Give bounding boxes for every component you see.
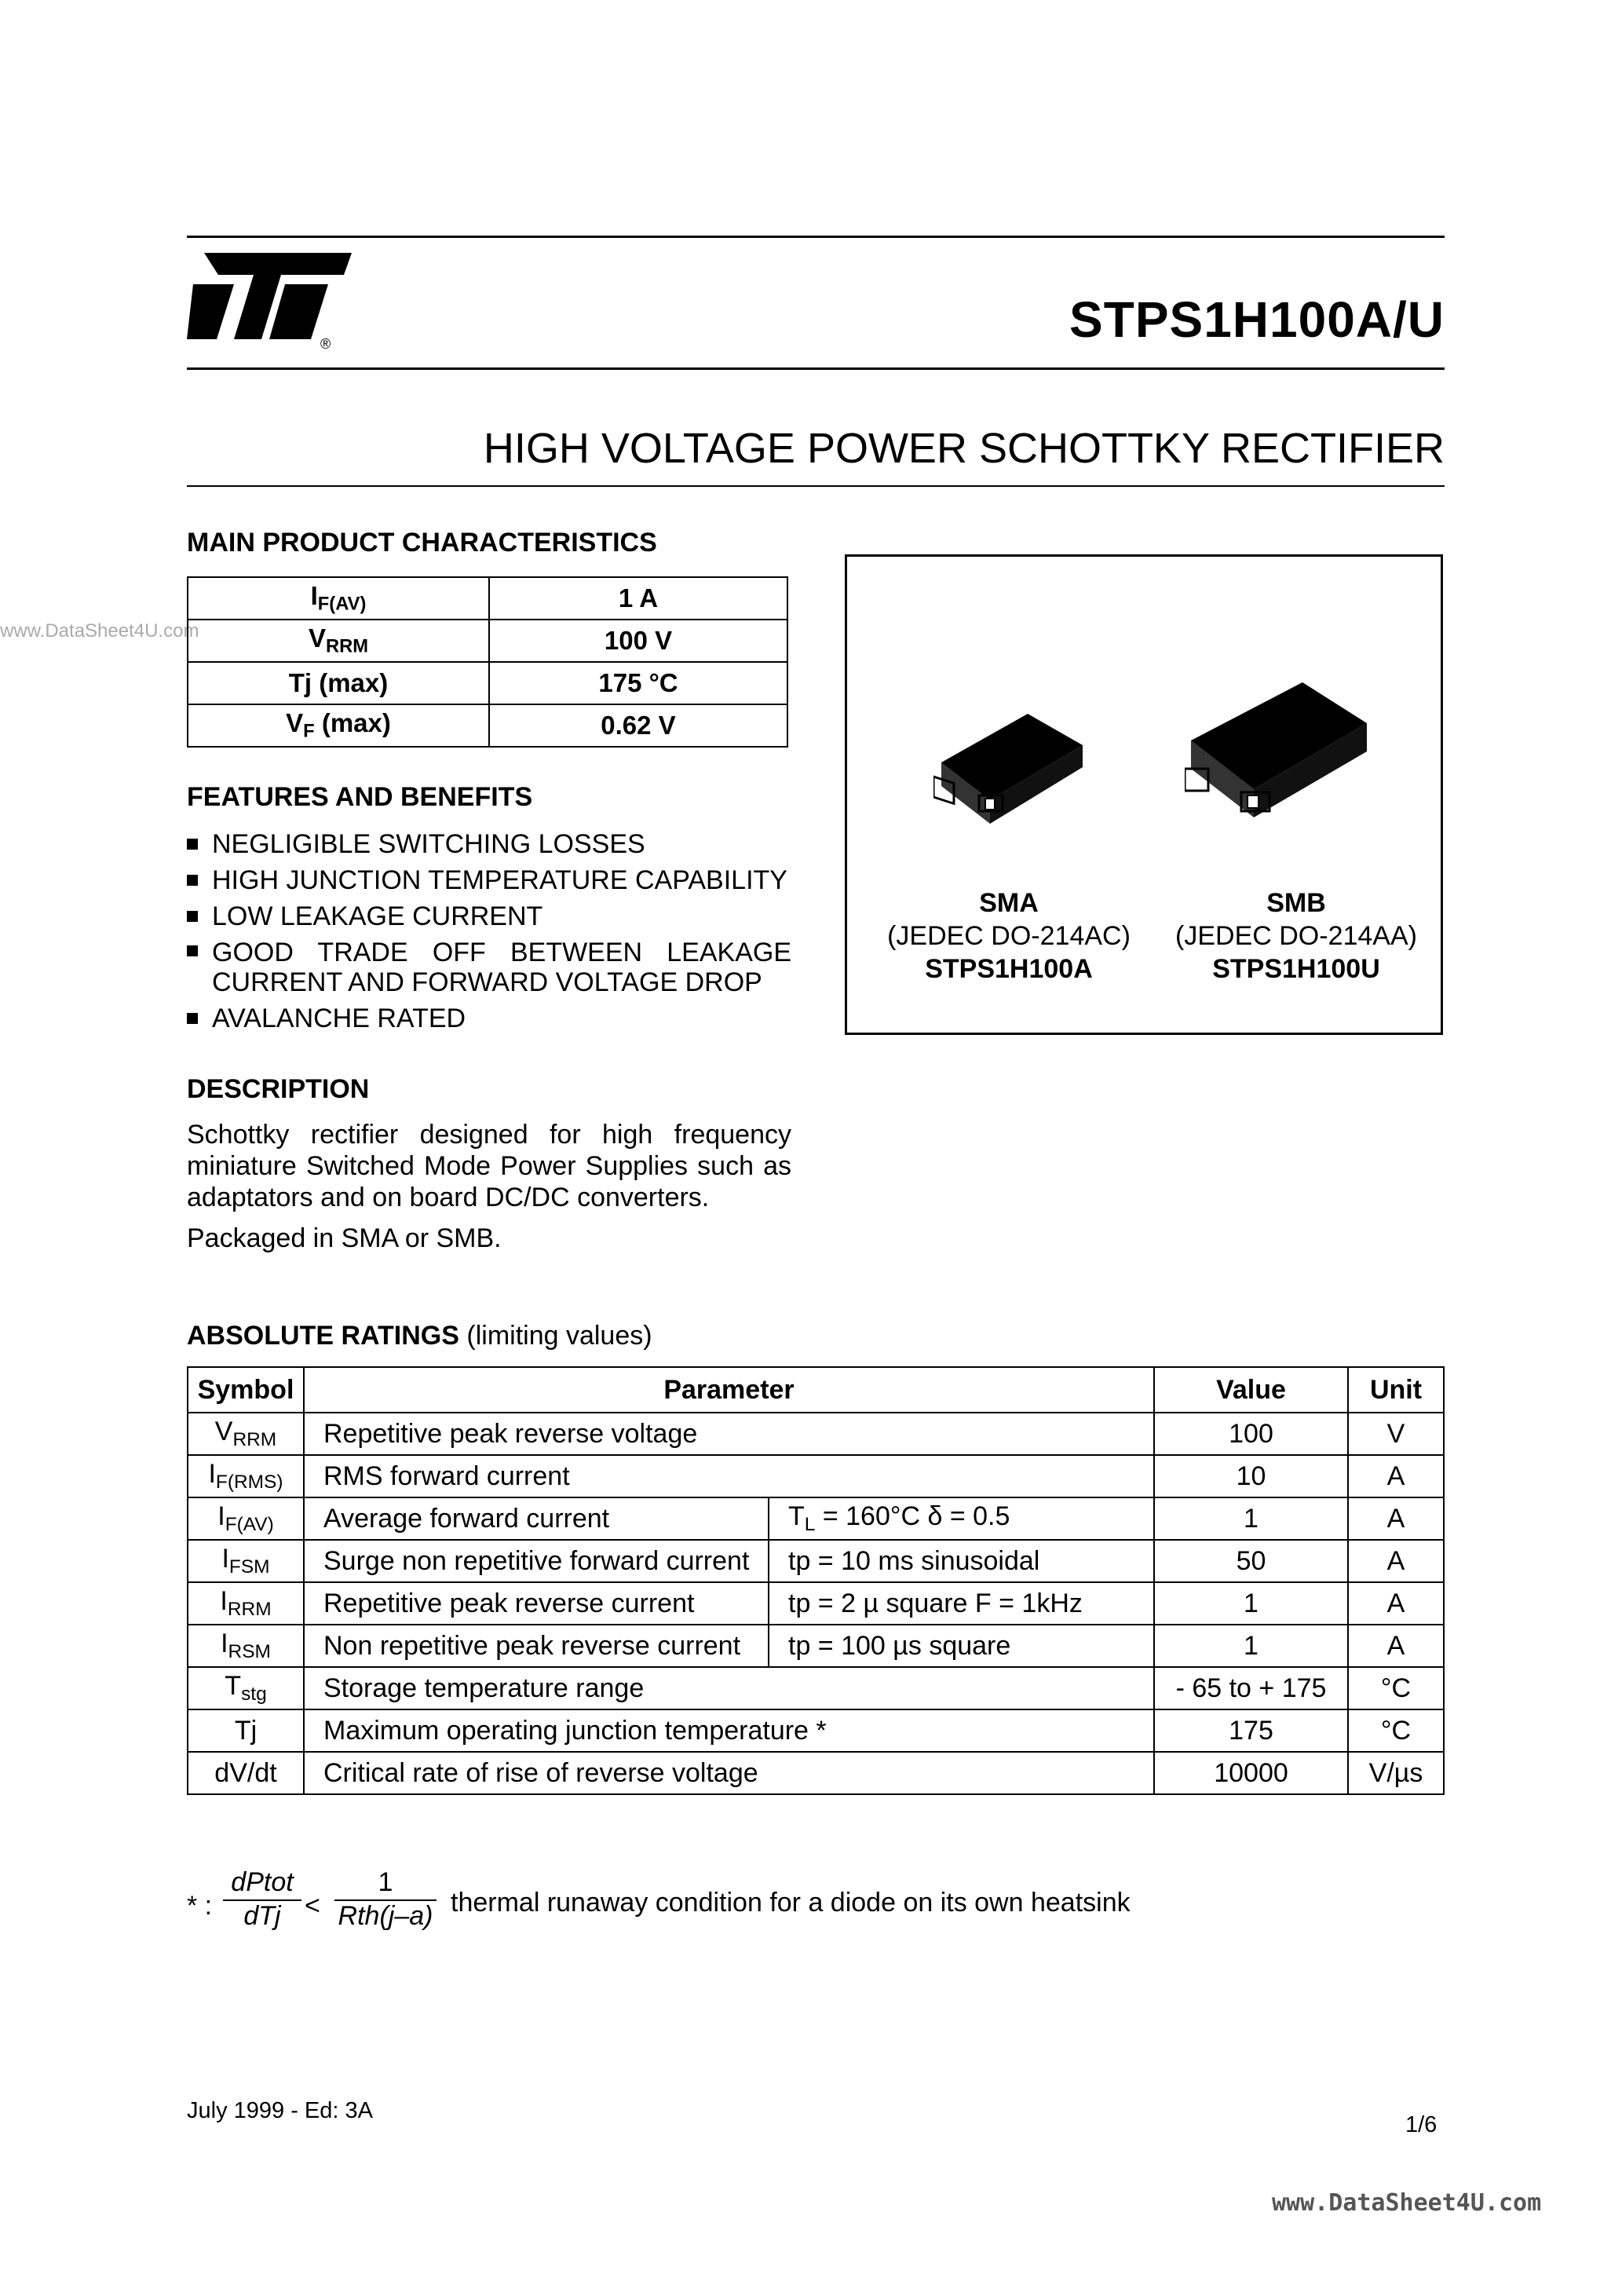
features-list [187, 826, 791, 1036]
registered-mark: ® [320, 336, 331, 352]
footer-watermark: www.DataSheet4U.com [1272, 2189, 1542, 2217]
list-item: LOW LEAKAGE CURRENT [187, 898, 791, 934]
table-row: $T_{stg}$ Storage temperature range - 65 to + 175 °C [188, 1667, 1444, 1709]
table-row [188, 662, 787, 704]
part-number: STPS1H100A/U [1069, 291, 1445, 348]
list-item: GOOD TRADE OFF BETWEEN LEAKAGE CURRENT AND FORWARD VOLTAGE DROP [187, 934, 791, 997]
description-text: Schottky rectifier designed for high frequency miniature Switched Mode Power Supplies such as adaptators and on board DC/DC converters. Packaged in SMA or SMB. [187, 1120, 791, 1253]
table-row: Tj Maximum operating junction temperature * 175 °C [188, 1709, 1444, 1752]
header-rule [187, 367, 1445, 370]
main-characteristics-table [187, 576, 788, 748]
table-row: $I_{F(RMS)}$ RMS forward current 10 A [188, 1455, 1444, 1497]
side-watermark: www.DataSheet4U.com [0, 620, 199, 642]
table-row: $I_{RSM}$ Non repetitive peak reverse current tp = 100 µs square 1 A [188, 1625, 1444, 1667]
col-unit: Unit [1348, 1367, 1444, 1413]
st-logo-icon [187, 253, 360, 355]
main-characteristics-heading: MAIN PRODUCT CHARACTERISTICS [187, 528, 657, 558]
bullet-icon [187, 1013, 198, 1024]
table-row: $I_{FSM}$ Surge non repetitive forward current tp = 10 ms sinusoidal 50 A [188, 1540, 1444, 1582]
mc-value: 175 °C [489, 662, 787, 704]
mc-symbol: Tj (max) [188, 662, 489, 704]
sma-label: SMA (JEDEC DO-214AC) STPS1H100A [887, 888, 1131, 984]
bullet-icon [187, 875, 198, 886]
list-item: AVALANCHE RATED [187, 1000, 791, 1036]
col-value: Value [1154, 1367, 1348, 1413]
table-row: dV/dt Critical rate of rise of reverse voltage 10000 V/µs [188, 1752, 1444, 1794]
table-row: $V_{RRM}$ Repetitive peak reverse voltage 100 V [188, 1413, 1444, 1455]
table-row: $I_{RRM}$ Repetitive peak reverse current tp = 2 µ square F = 1kHz 1 A [188, 1582, 1444, 1625]
top-rule [187, 236, 1445, 238]
mc-value: 1 A [489, 577, 787, 620]
table-row [188, 620, 787, 662]
table-row: $I_{F(AV)}$ Average forward current $T_L = 160^\circ C$ δ = 0.5 1 A [188, 1497, 1444, 1540]
bullet-icon [187, 911, 198, 922]
package-box [845, 554, 1443, 1035]
thermal-runaway-footnote: * : dPtot dTj < 1 Rth(j–a) thermal runaway condition for a diode on its own heatsink [187, 1867, 1131, 1931]
smb-label: SMB (JEDEC DO-214AA) STPS1H100U [1175, 888, 1417, 984]
bullet-icon [187, 839, 198, 850]
mc-symbol: $I_{F(AV)}$ [188, 577, 489, 620]
st-logo [187, 253, 360, 355]
features-heading: FEATURES AND BENEFITS [187, 782, 533, 812]
fraction-rth: 1 Rth(j–a) [334, 1867, 437, 1932]
page-number: 1/6 [1405, 2112, 1438, 2137]
list-item: HIGH JUNCTION TEMPERATURE CAPABILITY [187, 862, 791, 898]
mc-value: 100 V [489, 620, 787, 662]
table-row [188, 577, 787, 620]
table-row [188, 704, 787, 747]
absolute-ratings-heading: ABSOLUTE RATINGS (limiting values) [187, 1321, 652, 1351]
smb-package-icon [1185, 682, 1373, 832]
sma-package-icon [933, 714, 1090, 832]
list-item: NEGLIGIBLE SWITCHING LOSSES [187, 826, 791, 862]
fraction-dptot-dtj: dPtot dTj [223, 1867, 301, 1932]
mc-value: 0.62 V [489, 704, 787, 747]
col-parameter: Parameter [304, 1367, 1154, 1413]
table-header-row [188, 1367, 1444, 1413]
description-heading: DESCRIPTION [187, 1074, 370, 1104]
title-rule [187, 485, 1445, 487]
bullet-icon [187, 945, 198, 956]
col-symbol: Symbol [188, 1367, 304, 1413]
mc-symbol: $V_{RRM}$ [188, 620, 489, 662]
document-title: HIGH VOLTAGE POWER SCHOTTKY RECTIFIER [483, 425, 1445, 472]
absolute-ratings-table [187, 1366, 1445, 1795]
date-edition: July 1999 - Ed: 3A [187, 2098, 373, 2123]
mc-symbol: $V_F$ (max) [188, 704, 489, 747]
